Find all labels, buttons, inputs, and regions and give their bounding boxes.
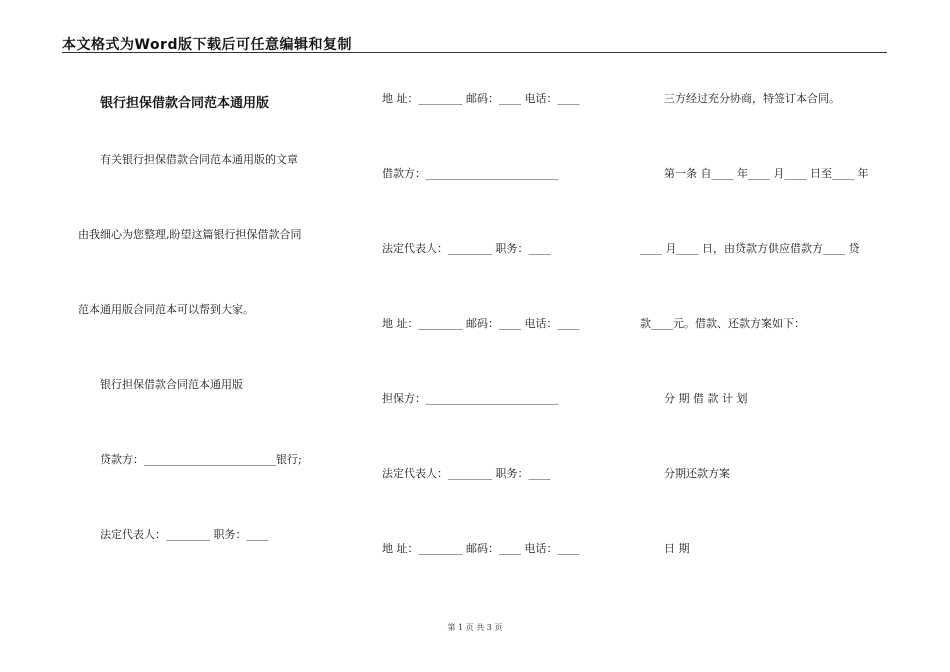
col1-line-5: 贷款方：________________________银行;: [100, 453, 302, 466]
col3-line-6: 分期还款方案: [664, 467, 730, 480]
document-title: 银行担保借款合同范本通用版: [100, 96, 270, 111]
col2-line-1: 地 址：________ 邮码：____ 电话：____: [382, 92, 580, 105]
document-header-title: 本文格式为Word版下载后可任意编辑和复制: [62, 37, 352, 53]
col3-line-1: 三方经过充分协商，特签订本合同。: [664, 92, 840, 105]
col3-line-3: ____ 月____ 日，由贷款方供应借款方____ 贷: [640, 242, 860, 255]
col3-line-4: 款____元。借款、还款方案如下：: [640, 317, 805, 330]
col3-line-7: 日 期: [664, 542, 690, 555]
col1-line-4: 银行担保借款合同范本通用版: [100, 378, 243, 391]
col2-line-7: 地 址：________ 邮码：____ 电话：____: [382, 542, 580, 555]
col3-line-2: 第一条 自____ 年____ 月____ 日至____ 年: [664, 167, 869, 180]
page-number-footer: 第 1 页 共 3 页: [447, 623, 503, 632]
col1-line-3: 范本通用版合同范本可以帮到大家。: [78, 303, 254, 316]
col2-line-4: 地 址：________ 邮码：____ 电话：____: [382, 317, 580, 330]
col2-line-2: 借款方：________________________: [382, 167, 558, 180]
header-divider: [62, 52, 887, 53]
col3-line-5: 分 期 借 款 计 划: [664, 392, 748, 405]
col2-line-3: 法定代表人：________ 职务：____: [382, 242, 551, 255]
col2-line-5: 担保方：________________________: [382, 392, 558, 405]
col1-line-2: 由我细心为您整理,盼望这篇银行担保借款合同: [78, 228, 302, 241]
col1-line-1: 有关银行担保借款合同范本通用版的文章: [100, 153, 298, 166]
col2-line-6: 法定代表人：________ 职务：____: [382, 467, 551, 480]
col1-line-6: 法定代表人：________ 职务：____: [100, 528, 269, 541]
